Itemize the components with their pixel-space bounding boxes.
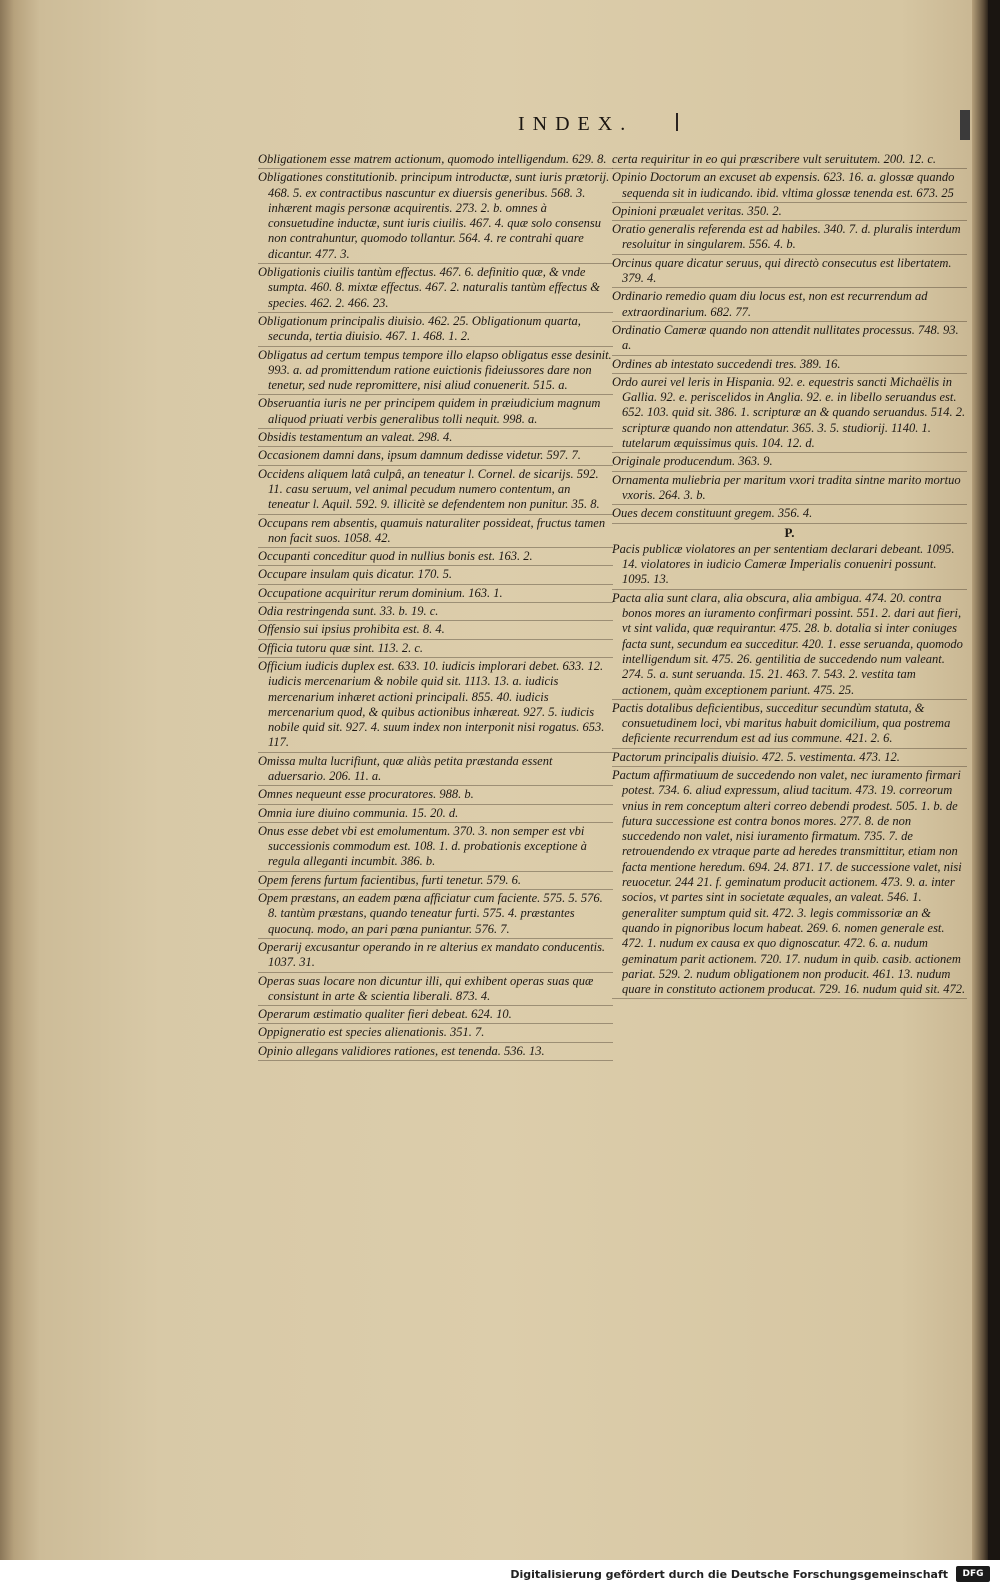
index-entry: Obligationes constitutionib. principum introductæ, sunt iuris prætorij. 468. 5. ex contractibus nascuntur ex diuersis generibus. 568. 3. inhærent magis personæ acquirentis. 273. 2. b. omnes à consuetudine inductæ, sunt iuris ciuilis. 467. 4. quæ solo consensu non contrahuntur, quomodo tollantur. 564. 4. re contrahi quare dicantur. 477. 3. <box>258 170 613 264</box>
dfg-logo: DFG <box>956 1566 990 1582</box>
index-entry: Opem præstans, an eadem pœna afficiatur cum faciente. 575. 5. 576. 8. tantùm præstans, quando teneatur furti. 575. 4. præstantes quocunq. modo, an pari pœna puniantur. 576. 7. <box>258 891 613 939</box>
index-entry: certa requiritur in eo qui præscribere vult seruitutem. 200. 12. c. <box>612 152 967 169</box>
index-entry: Pacis publicæ violatores an per sententiam declarari debeant. 1095. 14. violatores in iudicio Cameræ Imperialis conueniri possunt. 1095. 13. <box>612 542 967 590</box>
index-column-right <box>612 152 967 1000</box>
index-entry: Operarij excusantur operando in re alterius ex mandato conducentis. 1037. 31. <box>258 940 613 973</box>
index-entry: Ordinatio Cameræ quando non attendit nullitates processus. 748. 93. a. <box>612 323 967 356</box>
index-entry: Originale producendum. 363. 9. <box>612 454 967 471</box>
index-entry: Occupans rem absentis, quamuis naturaliter possideat, fructus tamen non facit suos. 1058. 42. <box>258 516 613 549</box>
index-entry: Opinio Doctorum an excuset ab expensis. 623. 16. a. glossæ quando sequenda sit in iudicando. ibid. vltima glossæ tenenda est. 673. 25 <box>612 170 967 203</box>
letter-heading-p: P. <box>784 524 795 540</box>
index-entry: Offensio sui ipsius prohibita est. 8. 4. <box>258 622 613 639</box>
footer-bar <box>0 1560 1000 1592</box>
index-entry: Omissa multa lucrifiunt, quæ aliàs petita præstanda essent aduersario. 206. 11. a. <box>258 754 613 787</box>
index-entry: Obligatus ad certum tempus tempore illo elapso obligatus esse desinit. 993. a. ad promittendum ratione euictionis fideiussores dare non tenetur, sed nude repromittere, nisi aliud conuenerit. 515. a. <box>258 348 613 396</box>
running-head-bar <box>676 113 678 131</box>
index-entry: Occasionem damni dans, ipsum damnum dedisse videtur. 597. 7. <box>258 448 613 465</box>
index-column-left <box>258 152 613 1062</box>
index-entry: Oues decem constituunt gregem. 356. 4. <box>612 506 967 523</box>
index-entry: Pactum affirmatiuum de succedendo non valet, nec iuramento firmari potest. 734. 6. aliud expressum, aliud tacitum. 473. 19. correorum vnius in rem conceptum alteri correo debendi prodest. 505. 1. b. de futura successione est contra bonos mores. 277. 8. de non succedendo non valet, nisi iuramento firmatum. 735. 7. de retrouendendo ex vtraque parte ad heredes transmittitur, etiam non facta mentione heredum. 694. 24. 871. 17. de successione valet, nisi reuocetur. 244 21. f. geminatum producit actionem. 473. 9. a. inter socios, vt partes sint in societate æquales, an valeat. 546. 1. generaliter sumptum quid sit. 472. 3. legis commissoriæ an & quando in pignoribus locum habeat. 269. 6. nomen generale est. 472. 1. nudum ex causa ex quo dignoscatur. 472. 6. a. nudum geminatum parit actionem. 720. 17. nudum in quib. casib. actionem pariat. 529. 2. nudum obligationem non producit. 461. 13. nudum quare in constituto actionem producat. 729. 16. nudum quid sit. 472. <box>612 768 967 999</box>
index-entries-p <box>612 542 967 1000</box>
index-entry: Occupare insulam quis dicatur. 170. 5. <box>258 567 613 584</box>
index-entries-o <box>612 152 967 524</box>
index-entry: Opinio allegans validiores rationes, est tenenda. 536. 13. <box>258 1044 613 1061</box>
index-entry: Pactorum principalis diuisio. 472. 5. vestimenta. 473. 12. <box>612 750 967 767</box>
running-head: INDEX. <box>518 113 634 135</box>
index-entry: Obsidis testamentum an valeat. 298. 4. <box>258 430 613 447</box>
index-entry: Occidens aliquem latâ culpâ, an teneatur l. Cornel. de sicarijs. 592. 11. casu seruum, vel animal pecudum numero contentum, an teneatur l. Aquil. 592. 9. illicitè se defendentem non punitur. 35. 8. <box>258 467 613 515</box>
footer-credit: Digitalisierung gefördert durch die Deutsche Forschungsgemeinschaft <box>510 1568 948 1581</box>
index-entry: Obligationem esse matrem actionum, quomodo intelligendum. 629. 8. <box>258 152 613 169</box>
index-entry: Oratio generalis referenda est ad habiles. 340. 7. d. pluralis interdum resoluitur in singularem. 556. 4. b. <box>612 222 967 255</box>
page-edge <box>972 0 988 1560</box>
index-entry: Obseruantia iuris ne per principem quidem in præiudicium magnum aliquod priuati verbis generalibus tolli nequit. 998. a. <box>258 396 613 429</box>
index-entry: Opem ferens furtum facientibus, furti tenetur. 579. 6. <box>258 873 613 890</box>
index-entry: Operas suas locare non dicuntur illi, qui exhibent operas suas quæ consistunt in arte & scientia liberali. 873. 4. <box>258 974 613 1007</box>
page-tab-mark <box>960 110 970 140</box>
index-entry: Officium iudicis duplex est. 633. 10. iudicis implorari debet. 633. 12. iudicis mercenarium & nobile quid sit. 1113. 13. a. iudicis mercenarium inhæret actioni principali. 855. 40. iudicis mercenarium quod, & quibus actionibus inhæreat. 927. 5. iudicis nobile quid sit. 927. 4. suum index non interponit nisi rogatus. 653. 117. <box>258 659 613 753</box>
index-entry: Ordo aurei vel leris in Hispania. 92. e. equestris sancti Michaëlis in Gallia. 92. e. periscelidos in Anglia. 92. e. in libello seruandus est. 652. 103. quid sit. 386. 1. scripturæ an & quando seruandus. 514. 2. scripturæ quando non attendatur. 365. 3. 5. studiorij. 1140. 1. tutelarum æquissimus quis. 104. 12. d. <box>612 375 967 453</box>
index-entry: Officia tutoru quæ sint. 113. 2. c. <box>258 641 613 658</box>
index-entry: Pactis dotalibus deficientibus, succeditur secundùm statuta, & consuetudinem loci, vbi maritus habuit domicilium, qua postrema deficiente recurrendum est ad ius commune. 421. 2. 6. <box>612 701 967 749</box>
index-entry: Pacta alia sunt clara, alia obscura, alia ambigua. 474. 20. contra bonos mores an iuramento confirmari possint. 551. 2. dari aut fieri, vt sint valida, quæ requirantur. 475. 28. b. dotalia si inter coniuges facta sunt, secundum ea succeditur. 420. 1. esse seruanda, quomodo intelligendum sit. 475. 26. gentilitia de succedendo num valeant. 274. 5. a. sunt seruanda. 15. 21. 463. 7. 543. 2. vestita tam actionem, quàm exceptionem pariunt. 475. 25. <box>612 591 967 700</box>
index-entry: Obligationum principalis diuisio. 462. 25. Obligationum quarta, secunda, tertia diuisio. 467. 1. 468. 1. 2. <box>258 314 613 347</box>
index-entry: Opinioni præualet veritas. 350. 2. <box>612 204 967 221</box>
index-entry: Omnia iure diuino communia. 15. 20. d. <box>258 806 613 823</box>
index-entry: Occupatione acquiritur rerum dominium. 163. 1. <box>258 586 613 603</box>
index-entry: Ornamenta muliebria per maritum vxori tradita sintne marito mortuo vxoris. 264. 3. b. <box>612 473 967 506</box>
index-entry: Oppigneratio est species alienationis. 351. 7. <box>258 1025 613 1042</box>
index-entry: Obligationis ciuilis tantùm effectus. 467. 6. definitio quæ, & vnde sumpta. 460. 8. mixtæ effectus. 467. 2. naturalis tantùm effectus & species. 462. 2. 466. 23. <box>258 265 613 313</box>
index-entry: Orcinus quare dicatur seruus, qui directò consecutus est libertatem. 379. 4. <box>612 256 967 289</box>
index-entry: Occupanti conceditur quod in nullius bonis est. 163. 2. <box>258 549 613 566</box>
index-entry: Operarum æstimatio qualiter fieri debeat. 624. 10. <box>258 1007 613 1024</box>
index-entry: Odia restringenda sunt. 33. b. 19. c. <box>258 604 613 621</box>
index-entry: Omnes nequeunt esse procuratores. 988. b. <box>258 787 613 804</box>
index-entry: Onus esse debet vbi est emolumentum. 370. 3. non semper est vbi successionis commodum est. 108. 1. d. probationis exceptione à regula alleganti incumbit. 386. b. <box>258 824 613 872</box>
index-entry: Ordines ab intestato succedendi tres. 389. 16. <box>612 357 967 374</box>
index-entry: Ordinario remedio quam diu locus est, non est recurrendum ad extraordinarium. 682. 77. <box>612 289 967 322</box>
